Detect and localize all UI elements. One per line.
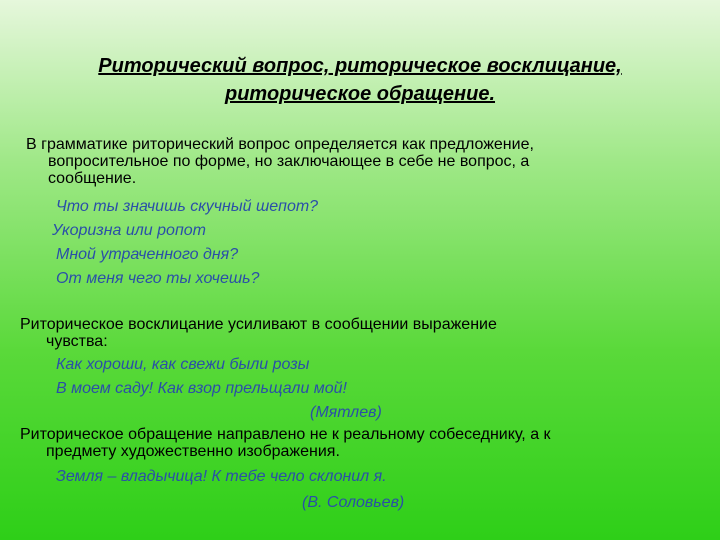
- verse-1-line-4: От меня чего ты хочешь?: [56, 270, 260, 287]
- verse-3-author: (В. Соловьев): [302, 494, 405, 511]
- paragraph-2-line-1: Риторическое восклицание усиливают в сообщении выражение: [20, 316, 497, 333]
- verse-1-line-2: Укоризна или ропот: [52, 222, 206, 239]
- paragraph-2-line-2: чувства:: [46, 333, 108, 350]
- paragraph-1-line-2: вопросительное по форме, но заключающее в себе не вопрос, а: [48, 153, 530, 170]
- paragraph-rhetorical-exclamation: [20, 316, 710, 350]
- paragraph-rhetorical-address: [20, 426, 715, 460]
- title-line-2: риторическое обращение.: [224, 83, 496, 105]
- paragraph-3-line-1: Риторическое обращение направлено не к реальному собеседнику, а к: [20, 426, 551, 443]
- verse-2-line-2: В моем саду! Как взор прельщали мой!: [56, 380, 347, 397]
- paragraph-rhetorical-question: [26, 136, 706, 187]
- verse-1-line-1: Что ты значишь скучный шепот?: [56, 198, 319, 215]
- verse-1-line-3: Мной утраченного дня?: [56, 246, 239, 263]
- paragraph-1-line-1: В грамматике риторический вопрос определяется как предложение,: [26, 136, 534, 153]
- paragraph-1-line-3: сообщение.: [48, 170, 137, 187]
- verse-2-line-1: Как хороши, как свежи были розы: [56, 356, 310, 373]
- paragraph-3-line-2: предмету художественно изображения.: [46, 443, 340, 460]
- verse-3-line-1: Земля – владычица! К тебе чело склонил я.: [56, 468, 387, 485]
- title-line-1: Риторический вопрос, риторическое восклицание,: [98, 55, 622, 77]
- slide-title: [40, 52, 680, 108]
- verse-2-author: (Мятлев): [310, 404, 382, 421]
